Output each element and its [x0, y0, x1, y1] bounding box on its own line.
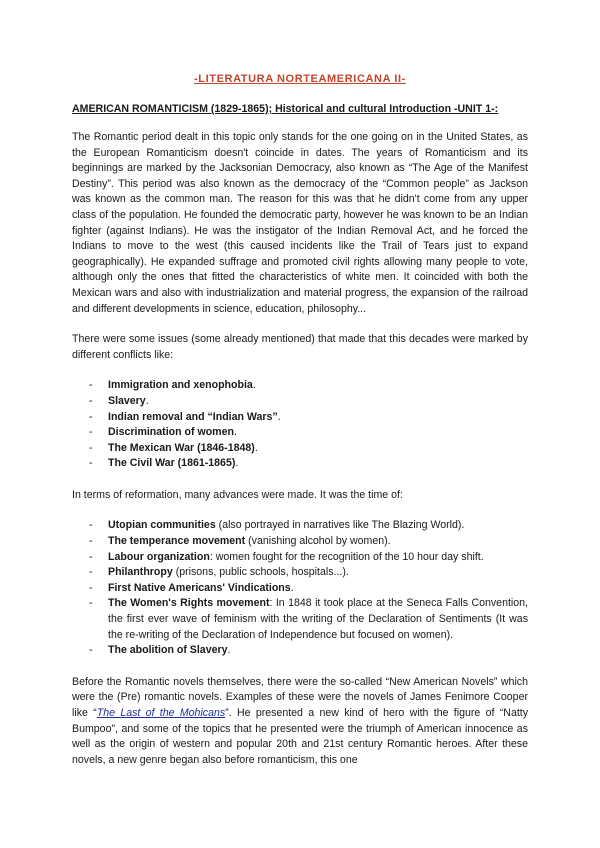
list-item: - Slavery.: [89, 394, 528, 410]
intro-paragraph: The Romantic period dealt in this topic only stands for the one going on in the United States, as the European Romanticism doesn't coincide in dates. The years of Romanticism and its beginnings are marked by the Jacksonian Democracy, also known as “The Age of the Manifest Destiny”. This period was also known as the democracy of the “Common people” as Jackson was known as the common man. The reason for this was that he didn't come from any upper class of the population. He founded the democratic party, however he was known to be an Indian fighter (against Indians). He was the instigator of the Indian Removal Act, and he forced the Indians to move to the west (this caused incidents like the Trail of Tears just to expand geographically). He expanded suffrage and promoted civil rights allowing many people to vote, although only the ones that fitted the characteristics of white men. It coincided with both the Mexican wars and also with industrialization and material progress, the expansion of the railroad and different developments in science, education, philosophy...: [72, 131, 528, 315]
section-heading: AMERICAN ROMANTICISM (1829-1865); Historical and cultural Introduction -UNIT 1-:: [72, 103, 499, 115]
conflict-name: The Civil War (1861-1865): [108, 457, 236, 470]
list-item: - Immigration and xenophobia.: [89, 378, 528, 394]
conflict-name: Slavery: [108, 394, 146, 407]
reform-name: First Native Americans' Vindications: [108, 581, 291, 594]
reforms-intro-paragraph: In terms of reformation, many advances were made. It was the time of:: [72, 488, 403, 501]
reform-name: Utopian communities: [108, 519, 216, 532]
list-item: - The temperance movement (vanishing alcohol by women).: [89, 534, 528, 550]
list-item: - Labour organization: women fought for the recognition of the 10 hour day shift.: [89, 550, 528, 566]
list-item: - Discrimination of women.: [89, 425, 528, 441]
reform-name: The Women's Rights movement: [108, 597, 270, 610]
reform-name: The abolition of Slavery: [108, 644, 228, 657]
conflict-name: Indian removal and “Indian Wars”: [108, 410, 278, 423]
reforms-list: [72, 518, 528, 658]
list-item: - Philanthropy (prisons, public schools, hospitals...).: [89, 565, 528, 581]
conflict-name: The Mexican War (1846-1848): [108, 441, 255, 454]
list-item: - Indian removal and “Indian Wars”.: [89, 410, 528, 426]
list-item: - The Mexican War (1846-1848).: [89, 441, 528, 457]
reform-name: The temperance movement: [108, 535, 246, 548]
book-title-link[interactable]: The Last of the Mohicans: [96, 707, 226, 719]
document-title: -LITERATURA NORTEAMERICANA II-: [194, 73, 406, 85]
list-item: - The Women's Rights movement: In 1848 it took place at the Seneca Falls Convention, the first ever wave of feminism with the writing of the Declaration of Sentiments (It was the re-writing of the Declaration of Independence but focused on women).: [89, 596, 528, 643]
conflict-name: Immigration and xenophobia: [108, 379, 253, 392]
conflict-name: Discrimination of women: [108, 426, 234, 439]
conflicts-intro-paragraph: There were some issues (some already mentioned) that made that this decades were marked by different conflicts like:: [72, 333, 528, 361]
list-item: - The abolition of Slavery.: [89, 643, 528, 659]
novels-paragraph: Before the Romantic novels themselves, there were the so-called “New American Novels” which were the (Pre) romantic novels. Examples of these were the novels of James Fenimore Cooper like “The Last of the Mohicans”. He presented a new kind of hero with the figure of “Natty Bumpoo”, and some of the topics that he presented were the triumph of American innocence as well as the origin of western and popular 20th and 21st century Romantic heroes. After these novels, a new genre began also before romanticism, this one: [72, 675, 529, 766]
reform-name: Philanthropy: [108, 566, 173, 579]
list-item: - Utopian communities (also portrayed in narratives like The Blazing World).: [89, 518, 528, 534]
list-item: - First Native Americans' Vindications.: [89, 581, 528, 597]
reform-name: Labour organization: [108, 550, 210, 563]
conflicts-list: [72, 378, 528, 472]
list-item: - The Civil War (1861-1865).: [89, 456, 528, 472]
